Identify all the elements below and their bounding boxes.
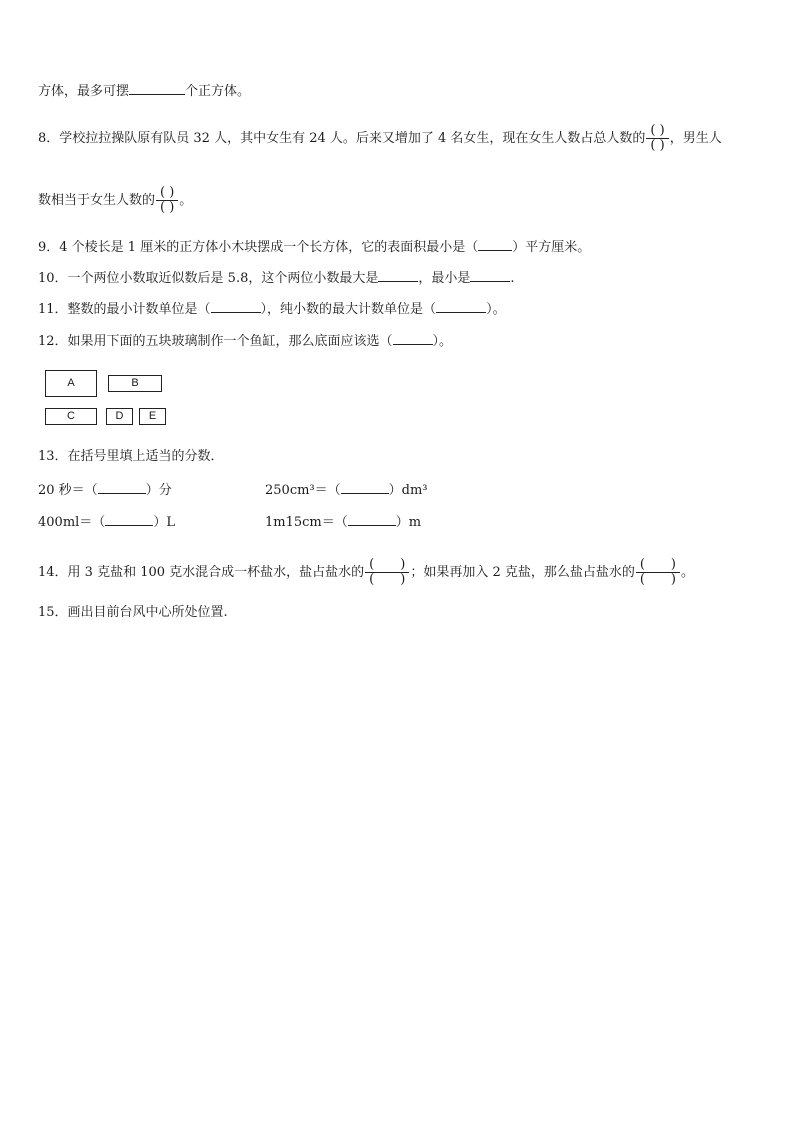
q8-line-1: [38, 124, 722, 153]
q13-item2-text-b: ）dm³: [388, 483, 428, 498]
glass-piece-c-label: C: [67, 410, 75, 422]
glass-piece-d: [106, 408, 133, 425]
q8-text-d: 。: [179, 193, 193, 208]
q8-fraction-1[interactable]: [646, 124, 668, 153]
q15: 15．画出目前台风中心所处位置.: [38, 605, 228, 620]
q10-text-b: ，最小是: [418, 271, 471, 286]
q14-frac2-numerator: ( ): [639, 557, 677, 572]
q10-blank-max[interactable]: [378, 281, 418, 282]
q9: [38, 240, 590, 256]
q10-text-c: .: [510, 271, 515, 286]
q14-fraction-2[interactable]: [636, 558, 680, 587]
q13-item4-text-b: ）m: [395, 515, 422, 530]
q8-frac2-denominator: ( ): [160, 200, 175, 215]
q8-frac1-denominator: ( ): [650, 138, 665, 153]
q13-item4-text-a: 1m15cm＝（: [265, 515, 348, 530]
q7-text-b: 个正方体。: [185, 84, 251, 99]
q13-title: 13．在括号里填上适当的分数．: [38, 449, 224, 464]
glass-piece-c: [45, 408, 97, 425]
q11-text-c: ）。: [486, 302, 506, 317]
q13-item-volume: [265, 479, 428, 498]
glass-piece-a: [45, 370, 97, 397]
q8-text-b: ，男生人: [669, 131, 722, 146]
q8-text-c: 数相当于女生人数的: [38, 193, 156, 208]
glass-piece-b: [108, 375, 162, 392]
glass-piece-e-label: E: [148, 410, 157, 422]
glass-piece-a-label: A: [67, 377, 75, 389]
q13-item2-text-a: 250cm³＝（: [265, 483, 341, 498]
q8-line-2: [38, 186, 192, 215]
q13-item1-text-a: 20 秒＝（: [38, 483, 98, 498]
q14-frac2-denominator: ( ): [639, 572, 677, 587]
q13-item1-text-b: ）分: [145, 483, 172, 498]
q14-text-b: ；如果再加入 2 克盐，那么盐占盐水的: [410, 565, 635, 580]
q13-item-liters: [38, 511, 175, 530]
q14-text-c: 。: [681, 565, 695, 580]
q14-frac1-numerator: ( ): [369, 557, 406, 572]
q14-text-a: 14．用 3 克盐和 100 克水混合成一杯盐水，盐占盐水的: [38, 565, 365, 580]
q7-continuation: [38, 84, 250, 100]
q13-item1-blank[interactable]: [98, 493, 146, 494]
q13-item3-text-b: ）L: [153, 515, 175, 530]
q13-item-meters: [265, 511, 421, 530]
q14-frac1-denominator: ( ): [369, 572, 406, 587]
glass-piece-e: [139, 408, 166, 425]
q11-blank-1[interactable]: [211, 312, 261, 313]
q12-blank[interactable]: [393, 344, 433, 345]
glass-piece-b-label: B: [131, 377, 139, 389]
q9-text-b: ）平方厘米。: [512, 240, 591, 255]
q10: [38, 271, 515, 287]
q12-text-a: 12．如果用下面的五块玻璃制作一个鱼缸，那么底面应该选（: [38, 334, 393, 349]
q10-text-a: 10．一个两位小数取近似数后是 5.8，这个两位小数最大是: [38, 271, 379, 286]
q11: [38, 302, 506, 318]
q9-blank[interactable]: [478, 250, 512, 251]
q11-text-b: ），纯小数的最大计数单位是（: [260, 302, 437, 317]
q10-blank-min[interactable]: [470, 281, 510, 282]
q8-frac1-numerator: ( ): [650, 123, 665, 138]
q13-item3-blank[interactable]: [105, 525, 153, 526]
q11-text-a: 11．整数的最小计数单位是（: [38, 302, 211, 317]
q7-blank[interactable]: [129, 94, 185, 95]
q11-blank-2[interactable]: [436, 312, 486, 313]
q12-text-b: ）。: [432, 334, 453, 349]
q8-fraction-2[interactable]: [156, 186, 178, 215]
q12: [38, 334, 452, 350]
glass-piece-d-label: D: [115, 410, 124, 422]
q13-item-seconds: [38, 479, 172, 498]
q9-text-a: 9．4 个棱长是 1 厘米的正方体小木块摆成一个长方体，它的表面积最小是（: [38, 240, 479, 255]
q13-item3-text-a: 400ml＝（: [38, 515, 106, 530]
q7-text-a: 方体，最多可摆: [38, 84, 130, 99]
q8-frac2-numerator: ( ): [160, 185, 175, 200]
q13-item2-blank[interactable]: [341, 493, 389, 494]
q14: [38, 558, 694, 587]
q14-fraction-1[interactable]: [365, 558, 409, 587]
q8-text-a: 8．学校拉拉操队原有队员 32 人，其中女生有 24 人。后来又增加了 4 名女生，现在女生人数占总人数的: [38, 131, 646, 146]
q13-item4-blank[interactable]: [348, 525, 396, 526]
